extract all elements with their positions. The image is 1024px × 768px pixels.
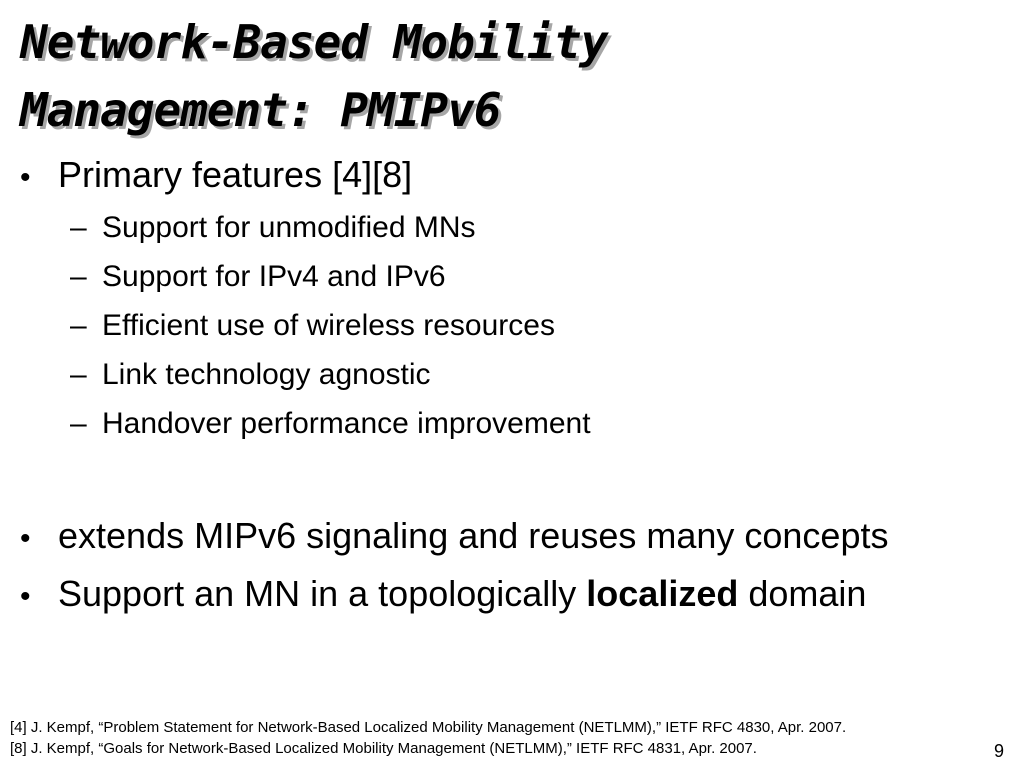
bullet-text: Primary features [4][8] <box>58 154 413 195</box>
sub-bullet-text: Support for unmodified MNs <box>102 211 476 244</box>
sub-bullet-text: Handover performance improvement <box>102 407 591 440</box>
sub-bullet-mark: – <box>70 309 87 342</box>
sub-bullet-wireless-resources <box>70 308 555 344</box>
reference-item: [8] J. Kempf, “Goals for Network-Based Localized Mobility Management (NETLMM),” IETF RFC 4831, Apr. 2007. <box>10 740 757 757</box>
references <box>10 717 846 759</box>
sub-bullet-link-agnostic <box>70 357 431 393</box>
slide-title <box>20 8 1000 144</box>
bullet-text-before: Support an MN in a topologically <box>58 573 587 614</box>
sub-bullet-mark: – <box>70 260 87 293</box>
slide-title-line-2: Management: PMIPv6 <box>20 83 501 137</box>
sub-bullet-handover <box>70 406 591 442</box>
sub-bullet-mark: – <box>70 407 87 440</box>
slide-title-line-1: Network-Based Mobility <box>20 15 608 69</box>
bullet-mark: • <box>20 522 31 555</box>
reference-item: [4] J. Kempf, “Problem Statement for Network-Based Localized Mobility Management (NETLMM),” IETF RFC 4830, Apr. 2007. <box>10 719 847 736</box>
sub-bullet-text: Efficient use of wireless resources <box>102 309 555 342</box>
sub-bullet-text: Link technology agnostic <box>102 358 431 391</box>
bullet-mark: • <box>20 161 31 194</box>
sub-bullet-text: Support for IPv4 and IPv6 <box>102 260 446 293</box>
bullet-primary-features <box>20 155 412 198</box>
bullet-localized-domain <box>20 574 866 617</box>
bullet-mark: • <box>20 580 31 613</box>
sub-bullet-mark: – <box>70 211 87 244</box>
bullet-extends-mipv6 <box>20 516 888 559</box>
bullet-text-bold: localized <box>586 573 739 614</box>
sub-bullet-mark: – <box>70 358 87 391</box>
bullet-text: extends MIPv6 signaling and reuses many concepts <box>58 515 889 556</box>
sub-bullet-ipv4-ipv6 <box>70 259 446 295</box>
page-number: 9 <box>993 741 1004 761</box>
sub-bullet-unmodified-mns <box>70 210 476 246</box>
bullet-text-after: domain <box>738 573 867 614</box>
